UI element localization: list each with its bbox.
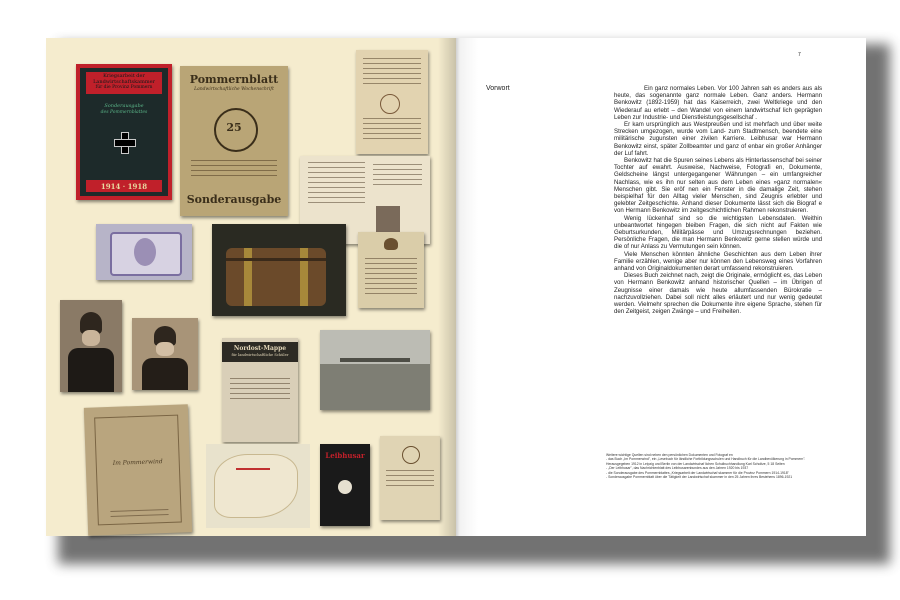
page-number: 7 [798, 52, 801, 58]
pommernblatt-cover [180, 66, 288, 216]
red-book-years: 1914 · 1918 [100, 182, 148, 191]
paragraph-1: Ein ganz normales Leben. Vor 100 Jahren sah es anders aus als heute, das sogenannte ganz normale Leben. Ganz anders. Hermann Benkowitz (1892-1959) hat das Kaiserreich, zwei Weltkriege und den Wiederauf au erlebt – den Wandel von einem landwirtschaf lich geprägten Leben zur Industrie- und Dienstleistungsgesellschaf . [614, 85, 822, 121]
leibhusar-booklet [320, 444, 370, 526]
paragraph-5: Viele Menschen könnten ähnliche Geschichten aus dem Leben ihrer Familie erzählen, wenige aber nur können den Lebensweg eines Vorfahren anhand von Originaldokumenten derart umfassend rekonstruieren. [614, 250, 822, 273]
banknote [96, 224, 192, 280]
suitcase [226, 248, 326, 306]
foreword-text [614, 85, 822, 316]
nordost-mappe [222, 338, 298, 442]
footnote-4: - die Sonderausgabe des Pommernblattes „Kriegsarbeit der Landwirtschaf skammer für die Provinz Pommern 1914-1918" [606, 470, 789, 475]
red-book-title-2: Landwirtschaftskammer [93, 79, 155, 85]
suitcase-photo [212, 224, 346, 316]
footnote-1: Weitere wichtige Quellen sind neben den persönlichen Dokumenten und Fotograf en [606, 453, 733, 457]
paragraph-3: Benkowitz hat die Spuren seines Lebens als Hinterlassenschaf bei seiner Tochter auf ewahrt. Ausweise, Nachweise, Fotografi en, Dokumente, Geldscheine längst untergegangener Währungen – ein umfangreicher Nachlass, wie es ihn nur selten aus dem Leben eines »ganz normalen« Menschen gibt. Sie eröf nen ein Fenster in die damalige Zeit, stehen beispielhaf für den Alltag vieler Menschen, sind Zeugnis erlebter und gelebter Zeitgeschichte. Anhand dieser Dokumente lässt sich die Biograf e von Hermann Benkowitz im zeitgeschichtlichen Rahmen rekonstruieren. [614, 157, 822, 215]
red-book-subtitle-1: Sonderausgabe [104, 103, 144, 109]
pommernblatt-title: Pommernblatt [189, 73, 279, 86]
crest-icon [402, 446, 420, 464]
portrait-medallion [134, 238, 156, 266]
hussar-portrait-2 [132, 318, 198, 390]
iron-cross-icon [114, 132, 134, 152]
hussar-portrait-1 [60, 300, 122, 392]
left-page [46, 38, 456, 536]
pommernblatt-subtitle: Landwirtschaftliche Wochenschrift [194, 87, 274, 92]
stamp-icon [380, 94, 400, 114]
section-heading: Vorwort [486, 85, 510, 92]
paragraph-6: Dieses Buch zeichnet nach, zeigt die Originale, ermöglicht es, das Leben von Hermann Benkowitz anhand historischer Quellen – im Übrigen of Zeugnisse einer damals wie heute allumfassenden Bürokratie – nachzuvollziehen. Dabei soll nicht alles erläutert und nur wenig gedeutet werden. Vielmehr sprechen die Dokumente ihre eigene Sprache, stehen für den Zeitgeist, zeigen Zwänge – und Freiheiten. [614, 272, 822, 316]
book-gutter [438, 38, 478, 536]
footnotes [606, 453, 818, 479]
eagle-icon [384, 238, 398, 250]
paragraph-2: Er kam ursprünglich aus Westpreußen und ist mehrfach und über weite Strecken umgezogen, wurde vom Land- zum Stadtmensch, beendete eine militärische zugunsten einer zivilen Karriere. Leibhusar war Hermann Benkowitz einst, später Zollbeamter und ganz of enbar ein großer Anhänger der Luf fahrt. [614, 121, 822, 157]
im-pommerwind-title: Im Pommerwind [112, 458, 163, 467]
nordost-subtitle: für landwirtschaftliche Schüler [231, 353, 289, 357]
pommernblatt-number: 25 [226, 121, 242, 134]
nordost-title: Nordost-Mappe [233, 345, 287, 352]
beach-photo [320, 330, 430, 410]
leibhusar-title: Leibhusar [325, 451, 365, 460]
certificate-document [356, 50, 428, 154]
old-map [206, 444, 310, 528]
registration-card [358, 232, 424, 308]
skull-icon [338, 480, 352, 494]
pommernblatt-footer: Sonderausgabe [186, 193, 282, 206]
footnote-3: - „Der Leibhusar", das Nachrichtenblatt des Leibhusarenbundes aus den Jahren 1920 bis 1937 [606, 466, 749, 471]
red-book-title-3: für die Provinz Pommern [95, 85, 153, 90]
small-booklet [380, 436, 440, 520]
footnote-2: - das Buch „Im Pommerwind", ein „Lesebuch für ländliche Fortbildungsschulen und Handbuch für die Landbevölkerung in Pommern". Herausgegeben 1912 in Leipzig und Berlin von der Landwirtschaf lichen Schulbuchhandlung Karl Scholtze, 5 18 Seiten [606, 457, 806, 466]
red-book-subtitle-2: des Pommernblattes [100, 110, 148, 115]
im-pommerwind-book [84, 404, 192, 536]
footnote-5: - Sonderausgabe Pommernblatt über die Tätigkeit der Landwirtschaf skammer in den 25 Jahren ihres Bestehens 1896-1921 [606, 475, 793, 480]
red-book-title-1: Kriegsarbeit der [103, 73, 145, 79]
paragraph-4: Wenig lückenhaf sind so die wichtigsten Lebensdaten. Weithin unbeantwortet hingegen bleiben Fragen, die sich nicht auf Fakten wie Geburtsurkunden, Militärpässe und Umzugsrechnungen beziehen. Persönliche Fragen, die man Hermann Benkowitz gerne stellen würde und die of nur Anlass zu Vermutungen sein können. [614, 214, 822, 251]
red-book-cover [76, 64, 172, 200]
